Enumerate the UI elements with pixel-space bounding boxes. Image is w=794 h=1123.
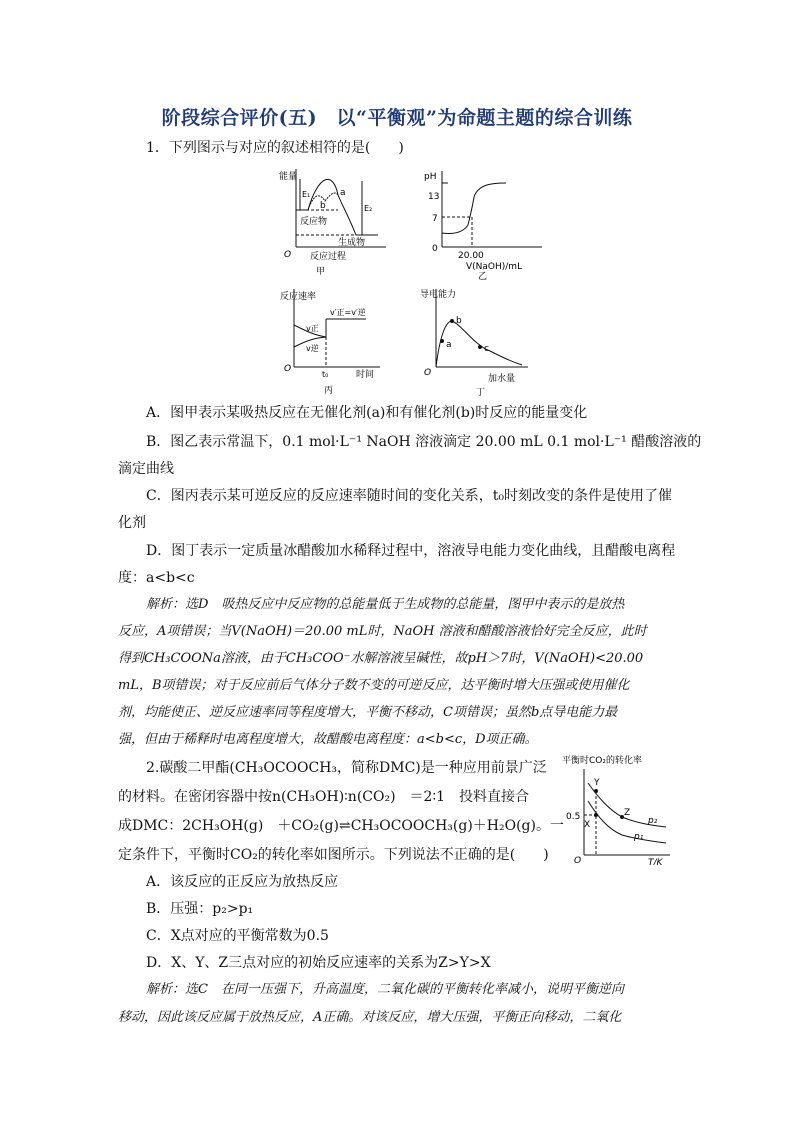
- jia-b: b: [320, 201, 326, 211]
- q2-line-1: 2.碳酸二甲酯(CH₃OCOOCH₃，简称DMC)是一种应用前景广泛: [146, 760, 547, 776]
- jia-reactant: 反应物: [300, 217, 328, 227]
- q1-stem: 1．下列图示与对应的叙述相符的是( ): [146, 140, 404, 156]
- ding-ylabel: 导电能力: [420, 290, 457, 300]
- figure-bing: [280, 285, 400, 397]
- q1-option-d: D．图丁表示一定质量冰醋酸加水稀释过程中，溶液导电能力变化曲线，且醋酸电离程: [146, 543, 676, 559]
- figure-co2-conversion: [548, 753, 678, 865]
- yi-tick13: 13: [428, 192, 440, 202]
- jia-a: a: [340, 188, 346, 198]
- bing-vfwd: v正: [306, 324, 319, 333]
- jia-product: 生成物: [338, 238, 366, 248]
- jia-e2: E₂: [364, 204, 373, 213]
- figure-jia: [278, 165, 398, 275]
- bing-ylabel: 反应速率: [280, 292, 317, 302]
- fig2-Y: Y: [594, 778, 600, 788]
- q1-option-b: B．图乙表示常温下，0.1 mol·L⁻¹ NaOH 溶液滴定 20.00 mL 0.1 mol·L⁻¹ 醋酸溶液的: [146, 434, 702, 450]
- q2-option-a: A．该反应的正反应为放热反应: [146, 874, 339, 890]
- q2-explanation-2: 移动，因此该反应属于放热反应，A正确。对该反应，增大压强，平衡正向移动，二氧化: [118, 1010, 622, 1025]
- q2-line-4: 定条件下，平衡时CO₂的转化率如图所示。下列说法不正确的是( ): [118, 847, 549, 863]
- ding-caption: 丁: [476, 388, 486, 397]
- yi-tick7: 7: [432, 214, 438, 224]
- fig2-Z: Z: [624, 808, 631, 818]
- fig2-origin: O: [574, 856, 582, 865]
- bing-veq: v′正=v′逆: [330, 308, 366, 317]
- q2-line-2: 的材料。在密闭容器中按n(CH₃OH)∶n(CO₂) ＝2∶1 投料直接合: [118, 789, 530, 805]
- yi-ylabel: pH: [424, 172, 437, 182]
- jia-e1: E₁: [302, 190, 311, 199]
- q2-option-c: C．X点对应的平衡常数为0.5: [146, 928, 329, 944]
- yi-caption: 乙: [478, 272, 488, 280]
- q1-option-b-cont: 滴定曲线: [118, 461, 174, 477]
- bing-origin: O: [284, 364, 292, 374]
- q1-explanation-1: 解析：选D 吸热反应中反应物的总能量低于生成物的总能量，图甲中表示的是放热: [146, 597, 625, 612]
- jia-ylabel: 能量: [279, 172, 298, 182]
- q2-option-b: B．压强：p₂>p₁: [146, 901, 254, 917]
- jia-xlabel: 反应过程: [310, 252, 347, 262]
- bing-xlabel: 时间: [356, 370, 375, 380]
- ding-a: a: [446, 340, 452, 350]
- ding-origin: O: [424, 368, 432, 378]
- ding-xlabel: 加水量: [488, 374, 516, 384]
- q1-explanation-5: 剂，均能使正、逆反应速率同等程度增大，平衡不移动，C项错误；虽然b点导电能力最: [118, 705, 618, 720]
- yi-xlabel: V(NaOH)/mL: [466, 262, 523, 272]
- bing-t0: t₀: [322, 370, 329, 379]
- fig2-p2: p₂: [648, 816, 658, 826]
- q1-option-a: A．图甲表示某吸热反应在无催化剂(a)和有催化剂(b)时反应的能量变化: [146, 405, 588, 421]
- q1-option-c-cont: 化剂: [118, 515, 146, 531]
- bing-vrev: v逆: [306, 344, 319, 353]
- figure-ding: [418, 285, 538, 397]
- q1-option-d-cont: 度：a<b<c: [118, 570, 195, 586]
- q1-option-c: C．图丙表示某可逆反应的反应速率随时间的变化关系，t₀时刻改变的条件是使用了催: [146, 488, 672, 504]
- yi-xtick: 20.00: [458, 251, 484, 261]
- fig2-tick: 0.5: [566, 812, 581, 822]
- q1-explanation-3: 得到CH₃COONa溶液，由于CH₃COO⁻水解溶液呈碱性，故pH＞7时，V(NaOH)<20.00: [118, 651, 644, 666]
- fig2-xlabel: T/K: [648, 858, 663, 865]
- page-title: 阶段综合评价(五) 以“平衡观”为命题主题的综合训练: [161, 107, 633, 129]
- jia-origin: O: [284, 250, 292, 260]
- jia-caption: 甲: [316, 267, 326, 275]
- figure-yi: [422, 165, 552, 280]
- q2-explanation-1: 解析：选C 在同一压强下，升高温度，二氧化碳的平衡转化率减小，说明平衡逆向: [146, 982, 624, 997]
- ding-c: c: [484, 344, 489, 354]
- q1-explanation-6: 强，但由于稀释时电离程度增大，故醋酸电离程度：a<b<c，D项正确。: [118, 732, 538, 747]
- q1-explanation-4: mL，B项错误；对于反应前后气体分子数不变的可逆反应，达平衡时增大压强或使用催化: [118, 678, 630, 693]
- q2-option-d: D．X、Y、Z三点对应的初始反应速率的关系为Z>Y>X: [146, 955, 491, 971]
- yi-tick0: 0: [432, 244, 438, 254]
- fig2-X: X: [584, 820, 591, 830]
- ph-curve: [442, 183, 506, 234]
- q1-explanation-2: 反应，A项错误；当V(NaOH)＝20.00 mL时，NaOH 溶液和醋酸溶液恰好完全反应，此时: [118, 624, 647, 639]
- bing-caption: 丙: [324, 386, 334, 396]
- fig2-title: 平衡时CO₂的转化率: [562, 756, 642, 766]
- ding-b: b: [456, 316, 462, 326]
- q2-line-3: 成DMC：2CH₃OH(g) ＋CO₂(g)⇌CH₃OCOOCH₃(g)＋H₂O(g)。一: [118, 818, 564, 834]
- fig2-p1: p₁: [634, 832, 644, 842]
